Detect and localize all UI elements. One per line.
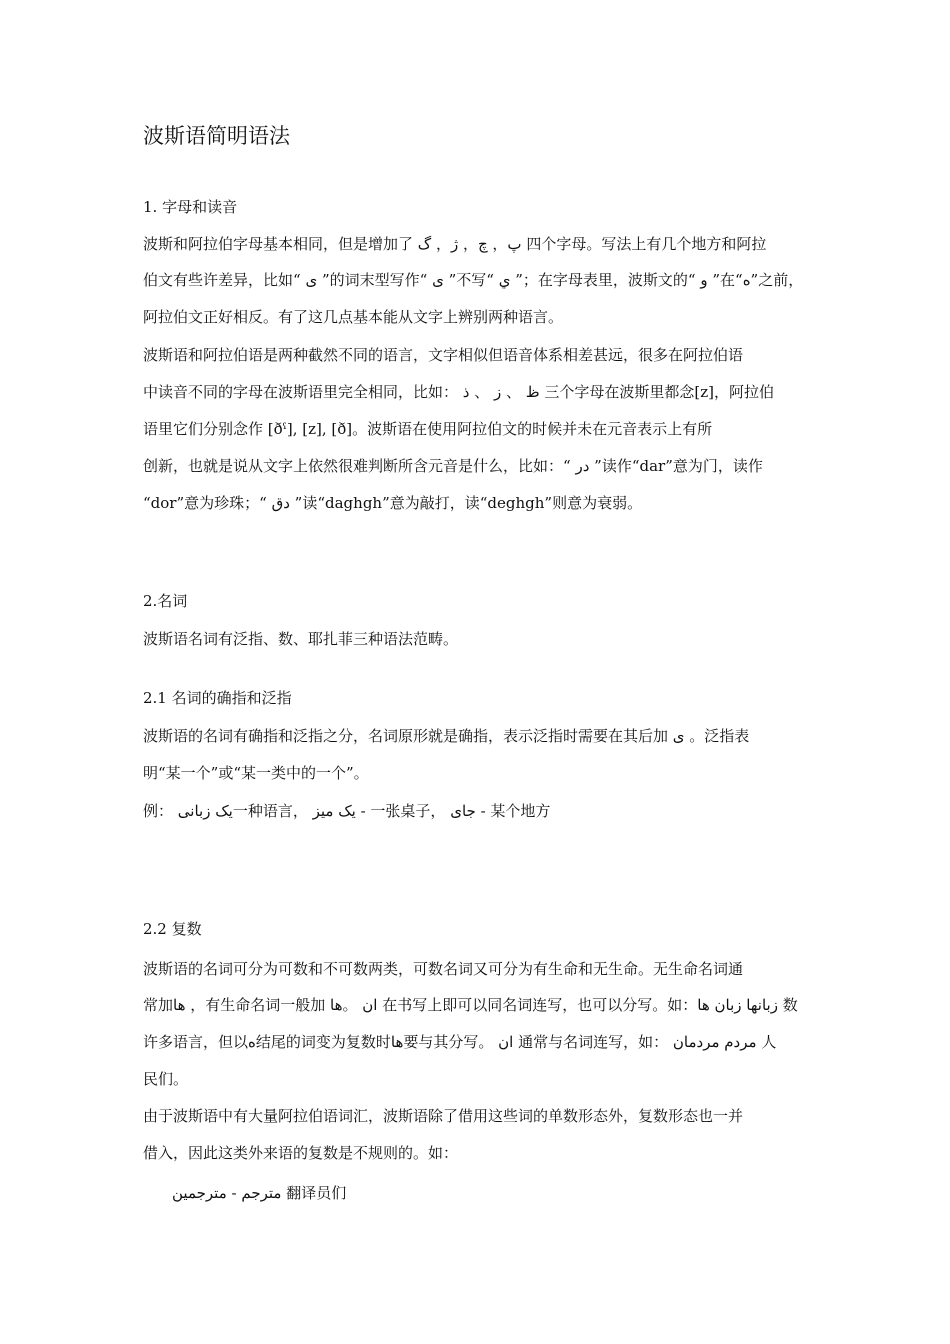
paragraph-line: 波斯语的名词可分为可数和不可数两类，可数名词又可分为有生命和无生命。无生命名词通 bbox=[143, 960, 744, 978]
paragraph-line: 波斯语名词有泛指、数、耶扎菲三种语法范畴。 bbox=[143, 630, 459, 648]
paragraph-line: 波斯语和阿拉伯语是两种截然不同的语言，文字相似但语音体系相差甚远，很多在阿拉伯语 bbox=[143, 346, 744, 364]
paragraph-line: 常加ها ，有生命名词一般加 ان 。ها 在书写上即可以同名词连写，也可以分写。如：زبانها زبان ها 数 bbox=[143, 996, 798, 1014]
paragraph-line: “dor”意为珍珠；“ دق ”读“daghgh”意为敲打，读“deghgh”则意为衰弱。 bbox=[143, 494, 643, 512]
paragraph-line: 中读音不同的字母在波斯语里完全相同，比如： ظ 、 ز 、 ذ 三个字母在波斯里都念[z]，阿拉伯 bbox=[143, 383, 775, 401]
section-2-2-heading: 2.2 复数 bbox=[143, 920, 202, 938]
section-2-heading: 2.名词 bbox=[143, 592, 188, 610]
paragraph-line: 许多语言，但以ه结尾的词变为复数时ها要与其分写。 ان 通常与名词连写，如： مردم مردمان 人 bbox=[143, 1033, 777, 1051]
page-title: 波斯语简明语法 bbox=[143, 124, 290, 148]
example-line: مترجم - مترجمین 翻译员们 bbox=[172, 1184, 347, 1202]
paragraph-line: 创新，也就是说从文字上依然很难判断所含元音是什么，比如：“ در ”读作“dar”意为门，读作 bbox=[143, 457, 763, 475]
paragraph-line: 波斯语的名词有确指和泛指之分，名词原形就是确指，表示泛指时需要在其后加 ی 。泛指表 bbox=[143, 727, 750, 745]
section-2-1-heading: 2.1 名词的确指和泛指 bbox=[143, 689, 292, 707]
paragraph-line: 民们。 bbox=[143, 1070, 189, 1088]
paragraph-line: 明“某一个”或“某一类中的一个”。 bbox=[143, 764, 369, 782]
paragraph-line: 阿拉伯文正好相反。有了这几点基本能从文字上辨别两种语言。 bbox=[143, 308, 564, 326]
section-1-heading: 1. 字母和读音 bbox=[143, 198, 238, 216]
paragraph-line: 语里它们分别念作 [ðˤ], [z], [ð]。波斯语在使用阿拉伯文的时候并未在元音表示上有所 bbox=[143, 420, 713, 438]
paragraph-line: 伯文有些许差异，比如“ ی ”的词末型写作“ ی ”不写“ ي ”；在字母表里，波斯文的“ و ”在“ه”之前， bbox=[143, 271, 804, 289]
paragraph-line: 由于波斯语中有大量阿拉伯语词汇，波斯语除了借用这些词的单数形态外，复数形态也一并 bbox=[143, 1107, 744, 1125]
paragraph-line: 借入，因此这类外来语的复数是不规则的。如： bbox=[143, 1144, 459, 1162]
example-line: 例： یک زبانی一种语言， یک میز - 一张桌子， جای - 某个地方 bbox=[143, 802, 551, 820]
paragraph-line: 波斯和阿拉伯字母基本相同，但是增加了 پ， چ， ژ， گ 四个字母。写法上有几个地方和阿拉 bbox=[143, 235, 767, 253]
